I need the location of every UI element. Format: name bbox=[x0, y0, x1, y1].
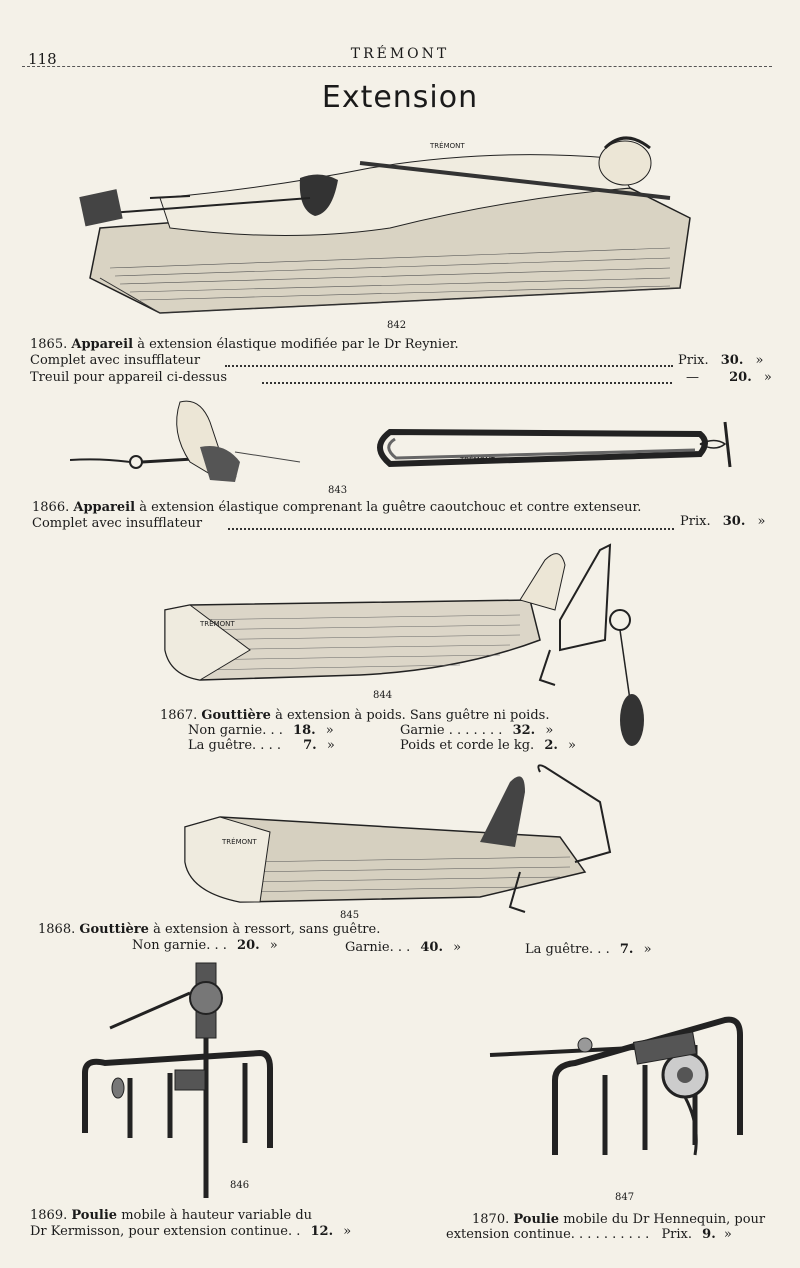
leader-dots bbox=[225, 365, 673, 367]
option-label: Garnie. . . bbox=[345, 940, 411, 955]
item-1868-heading bbox=[38, 922, 380, 937]
item-1869-number: 1869. bbox=[30, 1208, 68, 1223]
option-suffix: » bbox=[453, 940, 462, 955]
item-1870-heading bbox=[472, 1212, 765, 1227]
option-label: Garnie . . . . . . . bbox=[400, 723, 503, 738]
option-price: 18. bbox=[293, 723, 316, 738]
item-1866-heading bbox=[32, 500, 641, 515]
price-prefix: — bbox=[686, 370, 699, 385]
price-prefix: Prix. bbox=[661, 1227, 693, 1242]
option-label: La guêtre. . . bbox=[525, 942, 610, 957]
figure-number-842: 842 bbox=[387, 320, 407, 331]
item-1865-number: 1865. bbox=[30, 337, 68, 352]
item-1870-description: mobile du Dr Hennequin, pour bbox=[563, 1212, 766, 1227]
item-1865-treuil-label: Treuil pour appareil ci-dessus bbox=[30, 370, 227, 385]
item-1866-complet-price bbox=[680, 514, 765, 529]
item-1867-garnie bbox=[400, 723, 553, 738]
item-1865-description: à extension élastique modifiée par le Dr Reynier. bbox=[137, 337, 459, 352]
illustration-842-patient-extension bbox=[70, 118, 710, 318]
item-1866-complet-label: Complet avec insufflateur bbox=[32, 516, 203, 531]
illustration-847-hennequin-pulley bbox=[485, 1005, 750, 1165]
figure-number-845: 845 bbox=[340, 910, 360, 921]
page-number: 118 bbox=[28, 50, 57, 68]
item-1868-guetre bbox=[525, 942, 652, 957]
price-value: 20. bbox=[729, 370, 752, 385]
option-suffix: » bbox=[325, 723, 334, 738]
item-1867-heading bbox=[160, 708, 549, 723]
illustration-843-gaiter-contra-extensor bbox=[70, 392, 750, 500]
price-value: 9. bbox=[702, 1227, 716, 1242]
item-1867-guetre bbox=[188, 738, 335, 753]
item-1870-line2 bbox=[446, 1227, 732, 1242]
item-1869-heading bbox=[30, 1208, 312, 1223]
item-1868-garnie bbox=[345, 940, 461, 955]
item-1868-number: 1868. bbox=[38, 922, 76, 937]
item-1869-name: Poulie bbox=[71, 1208, 118, 1223]
option-label: Non garnie. . . bbox=[132, 938, 227, 953]
illustration-845-spring-trough bbox=[180, 762, 640, 917]
item-1865-treuil-price bbox=[686, 370, 772, 385]
item-1867-name: Gouttière bbox=[201, 708, 271, 723]
page-title: Extension bbox=[321, 80, 479, 115]
option-price: 7. bbox=[303, 738, 317, 753]
item-1866-number: 1866. bbox=[32, 500, 70, 515]
option-suffix: » bbox=[568, 738, 576, 753]
option-suffix: » bbox=[326, 738, 335, 753]
item-1867-non-garnie bbox=[188, 723, 334, 738]
item-1867-number: 1867. bbox=[160, 708, 198, 723]
item-1870-text: extension continue. . . . . . . . . . bbox=[446, 1227, 650, 1242]
item-1868-description: à extension à ressort, sans guêtre. bbox=[153, 922, 381, 937]
item-1870-number: 1870. bbox=[472, 1212, 510, 1227]
leader-dots bbox=[262, 382, 672, 384]
trademark-842: TRÉMONT bbox=[430, 142, 465, 150]
item-1866-name: Appareil bbox=[73, 500, 136, 515]
item-1865-complet-label: Complet avec insufflateur bbox=[30, 353, 201, 368]
item-1867-description: à extension à poids. Sans guêtre ni poids. bbox=[275, 708, 550, 723]
price-value: 12. bbox=[310, 1224, 334, 1239]
option-suffix: » bbox=[545, 723, 554, 738]
trademark-844: TRÉMONT bbox=[200, 620, 235, 628]
option-price: 7. bbox=[619, 942, 634, 957]
leader-dots bbox=[228, 528, 674, 530]
price-suffix: » bbox=[723, 1227, 732, 1242]
price-suffix: » bbox=[763, 370, 772, 385]
item-1866-description: à extension élastique comprenant la guêtre caoutchouc et contre extenseur. bbox=[139, 500, 642, 515]
price-suffix: » bbox=[755, 353, 764, 368]
item-1868-name: Gouttière bbox=[79, 922, 149, 937]
header-rule bbox=[22, 66, 772, 67]
price-prefix: Prix. bbox=[680, 514, 711, 529]
figure-number-844: 844 bbox=[373, 690, 393, 701]
item-1869-text: Dr Kermisson, pour extension continue. . bbox=[30, 1224, 301, 1239]
figure-number-847: 847 bbox=[615, 1192, 635, 1203]
option-label: La guêtre. . . . bbox=[188, 738, 281, 753]
item-1865-name: Appareil bbox=[71, 337, 134, 352]
item-1865-complet-price bbox=[678, 353, 763, 368]
trademark-845: TRÉMONT bbox=[222, 838, 257, 846]
figure-number-846: 846 bbox=[230, 1180, 250, 1191]
option-price: 20. bbox=[237, 938, 260, 953]
figure-number-843: 843 bbox=[328, 485, 348, 496]
option-label: Non garnie. . . bbox=[188, 723, 283, 738]
item-1868-non-garnie bbox=[132, 938, 278, 953]
item-1869-description: mobile à hauteur variable du bbox=[121, 1208, 313, 1223]
item-1869-line2 bbox=[30, 1224, 351, 1239]
item-1867-poids bbox=[400, 738, 576, 753]
price-value: 30. bbox=[722, 514, 746, 529]
price-prefix: Prix. bbox=[678, 353, 709, 368]
option-price: 2. bbox=[544, 738, 558, 753]
price-value: 30. bbox=[720, 353, 744, 368]
price-suffix: » bbox=[343, 1224, 352, 1239]
price-suffix: » bbox=[757, 514, 766, 529]
option-suffix: » bbox=[269, 938, 278, 953]
option-suffix: » bbox=[643, 942, 652, 957]
option-label: Poids et corde le kg. bbox=[400, 738, 535, 753]
item-1870-name: Poulie bbox=[513, 1212, 560, 1227]
illustration-846-kermisson-pulley bbox=[80, 958, 280, 1203]
running-title: TRÉMONT bbox=[350, 46, 450, 62]
item-1865-heading bbox=[30, 337, 459, 352]
trademark-843: TRÉMONT bbox=[460, 456, 495, 464]
option-price: 40. bbox=[420, 940, 444, 955]
option-price: 32. bbox=[512, 723, 536, 738]
